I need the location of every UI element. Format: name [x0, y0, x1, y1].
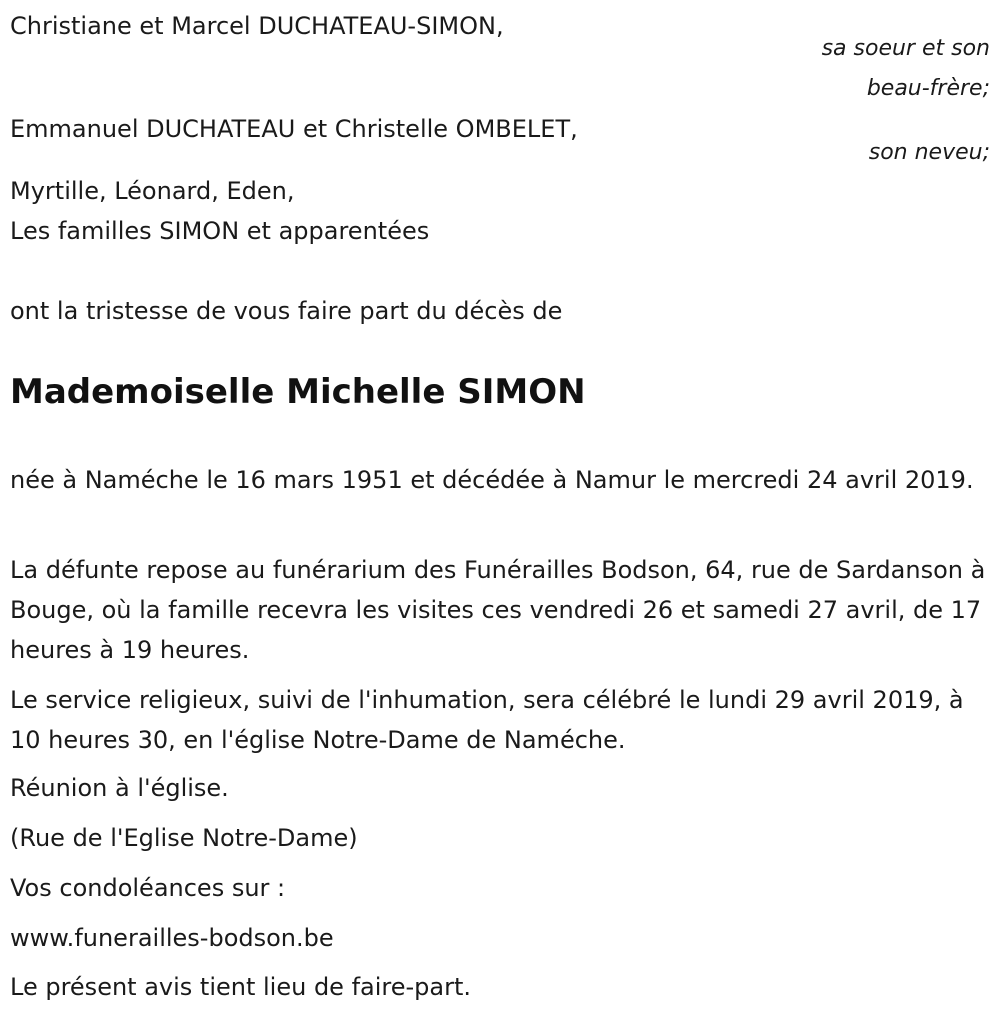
- family-relation-2: son neveu;: [868, 140, 990, 165]
- birth-death-paragraph: née à Naméche le 16 mars 1951 et décédée à Namur le mercredi 24 avril 2019.: [10, 466, 974, 494]
- family-relation-1b: beau-frère;: [866, 76, 990, 101]
- notice-text: Le présent avis tient lieu de faire-part.: [10, 973, 472, 1001]
- family-line-1: Christiane et Marcel DUCHATEAU-SIMON,: [10, 12, 504, 40]
- website-link: www.funerailles-bodson.be: [10, 924, 334, 952]
- meeting-text: Réunion à l'église.: [10, 774, 229, 802]
- family-line-2: Emmanuel DUCHATEAU et Christelle OMBELET,: [10, 115, 578, 143]
- family-relation-1a: sa soeur et son: [821, 36, 990, 61]
- announcement-text: ont la tristesse de vous faire part du décès de: [10, 297, 563, 325]
- family-line-4: Les familles SIMON et apparentées: [10, 217, 430, 245]
- family-line-3: Myrtille, Léonard, Eden,: [10, 177, 295, 205]
- condolences-label: Vos condoléances sur :: [10, 874, 286, 902]
- repose-paragraph: La défunte repose au funérarium des Funérailles Bodson, 64, rue de Sardanson à Bouge, où la famille recevra les visites ces vendredi 26 et samedi 27 avril, de 17 heures à 19 heures.: [10, 556, 986, 664]
- deceased-name: Mademoiselle Michelle SIMON: [10, 372, 586, 412]
- street-text: (Rue de l'Eglise Notre-Dame): [10, 824, 358, 852]
- service-paragraph: Le service religieux, suivi de l'inhumation, sera célébré le lundi 29 avril 2019, à 10 heures 30, en l'église Notre-Dame de Naméche.: [10, 686, 964, 754]
